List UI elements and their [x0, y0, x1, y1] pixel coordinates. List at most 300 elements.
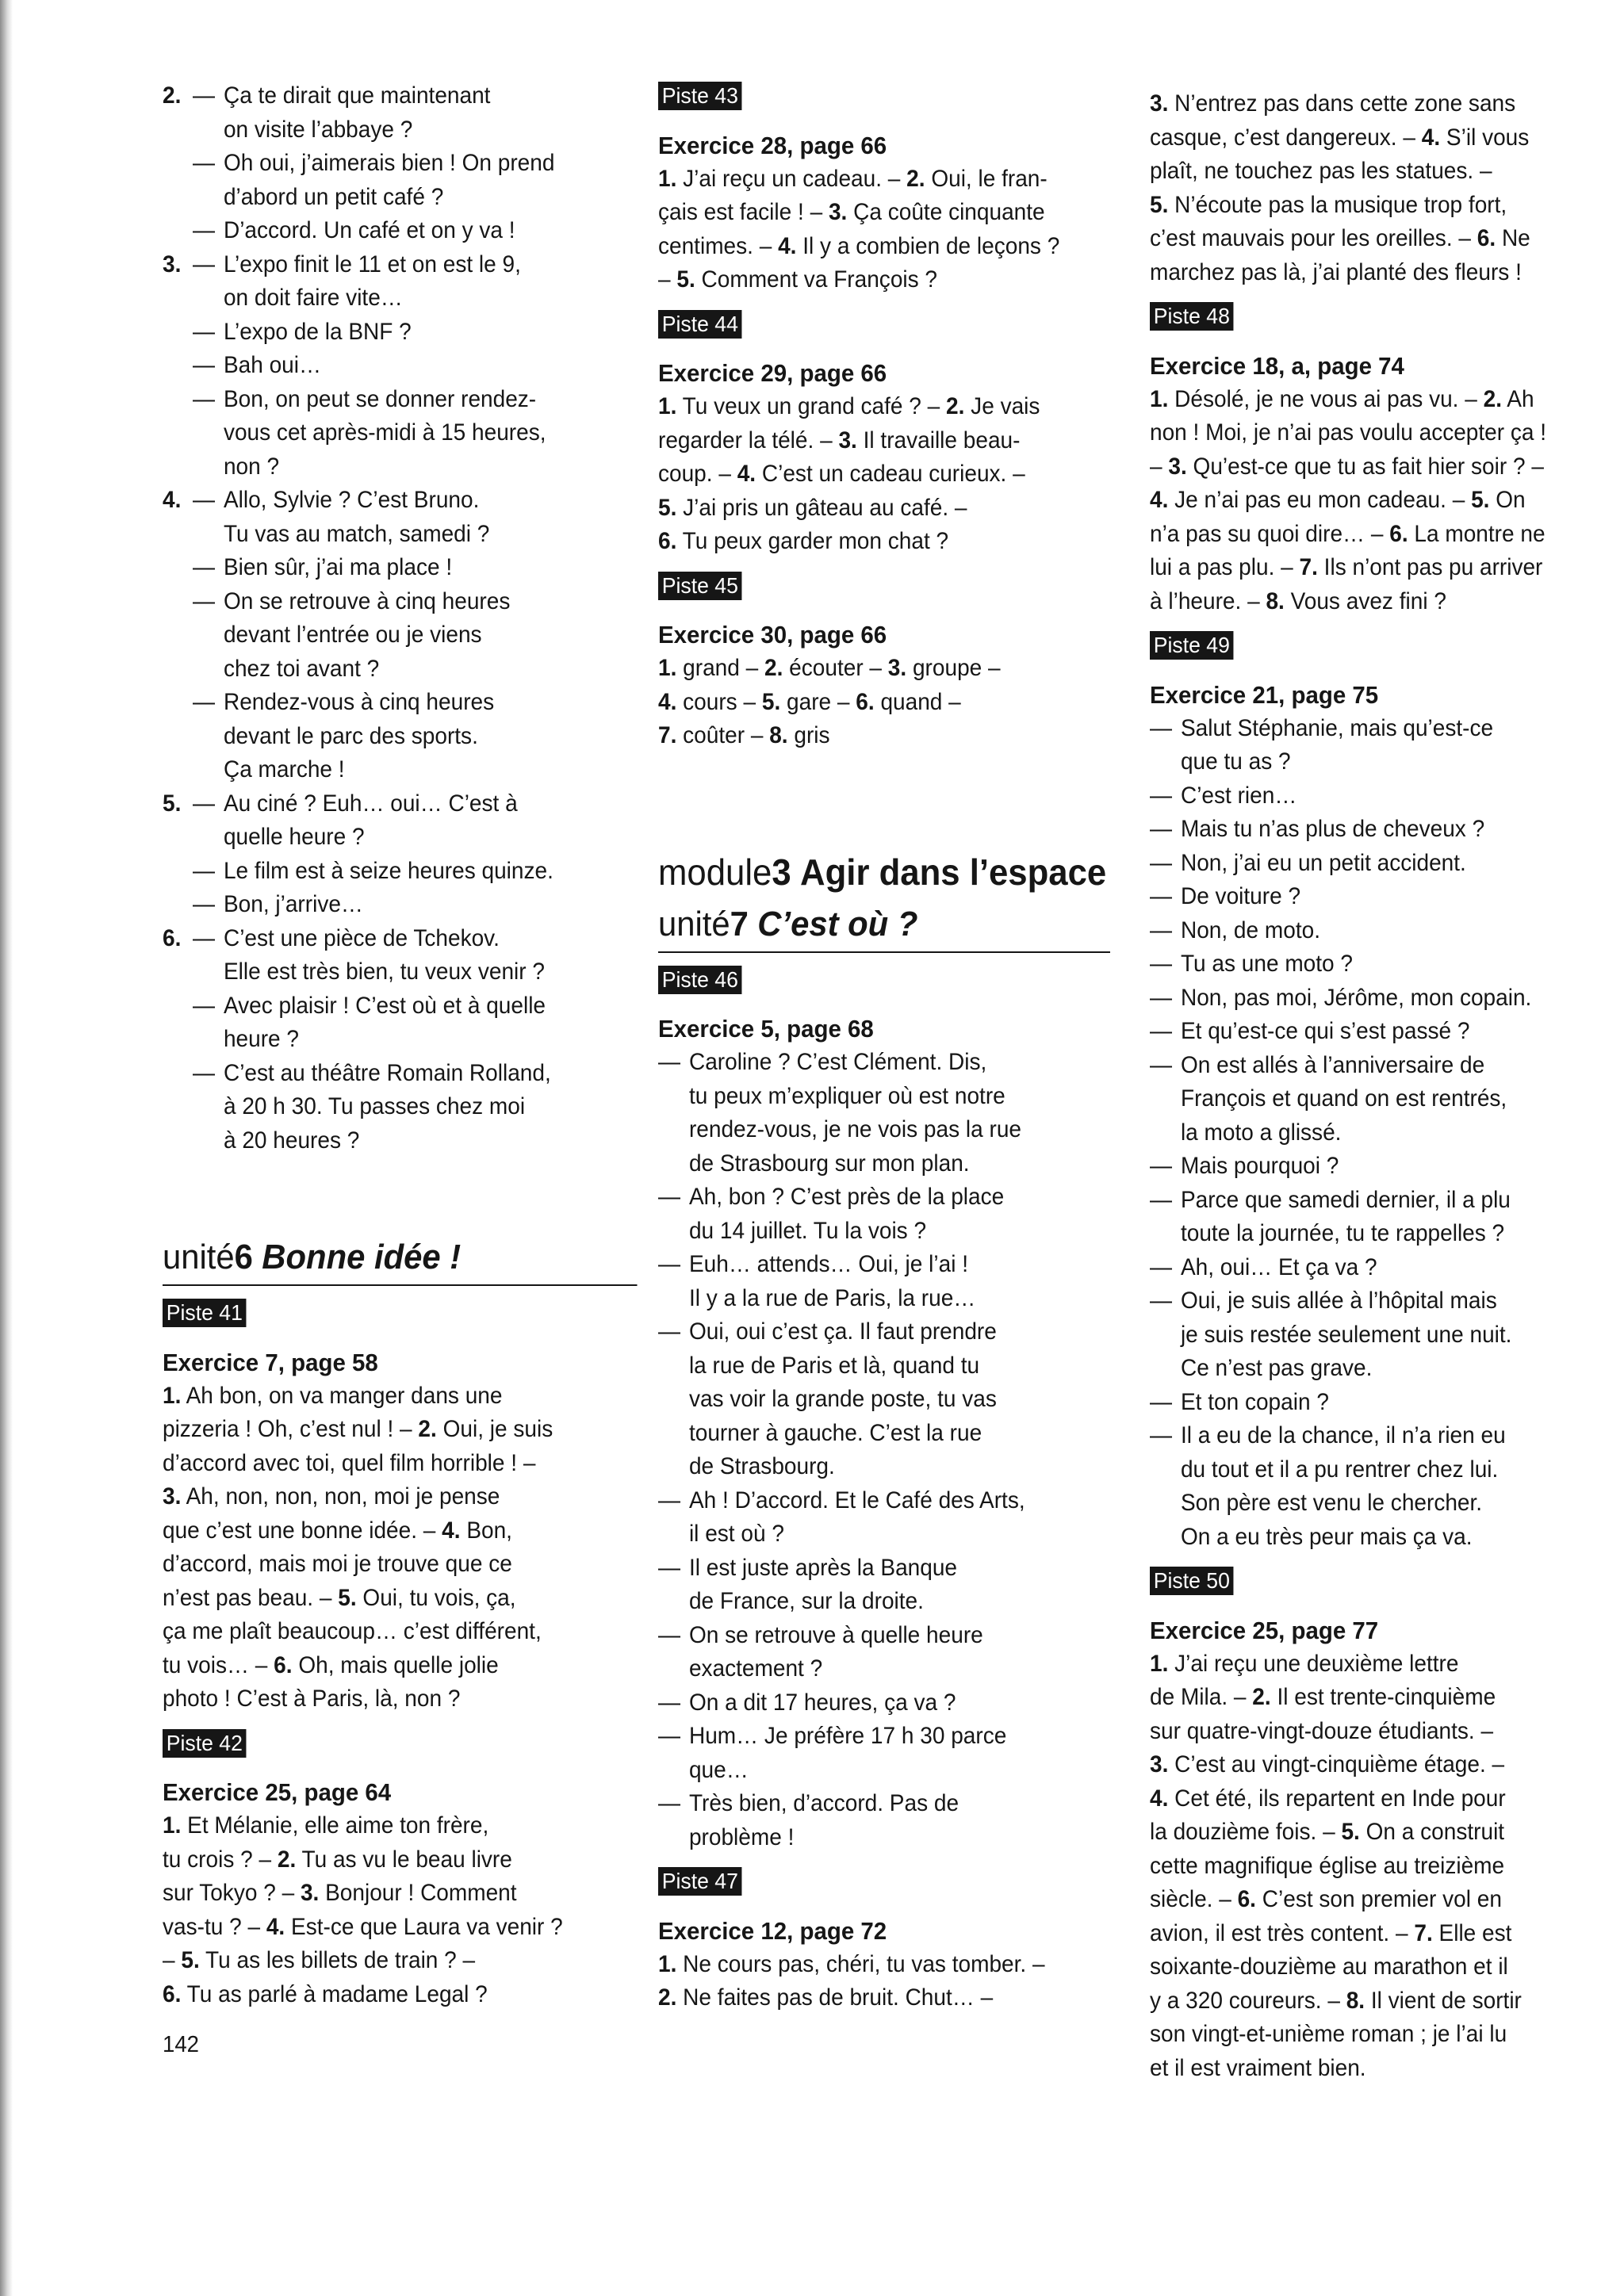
text-run: casque, c’est dangereux. –	[1150, 124, 1422, 151]
item-number: 8.	[1346, 1987, 1365, 2014]
dialog-line	[163, 922, 638, 956]
text-run: N’écoute pas la musique trop fort,	[1168, 191, 1507, 218]
dialog-line	[1150, 880, 1617, 914]
text-line	[658, 525, 1110, 559]
text-run: Tu as parlé à madame Legal ?	[181, 1980, 488, 2007]
text-run: J’ai reçu un cadeau. –	[676, 165, 907, 192]
unit-title: Bonne idée !	[262, 1238, 462, 1276]
text-run: y a 320 coureurs. –	[1150, 1987, 1346, 2014]
text-line	[163, 1615, 638, 1649]
item-number: 1.	[658, 1950, 677, 1977]
dialog-dash: —	[658, 1049, 681, 1075]
item-number: 4.	[658, 688, 677, 715]
dialog-text: de France, sur la droite.	[688, 1588, 924, 1614]
dialog-dash: —	[1150, 782, 1173, 809]
dialog-text: Mais tu n’as plus de cheveux ?	[1180, 816, 1485, 842]
dialog-number: 6.	[163, 924, 182, 951]
dialog-text: Non, j’ai eu un petit accident.	[1180, 849, 1466, 876]
item-number: 2.	[1483, 385, 1503, 412]
column-middle	[658, 79, 1110, 2015]
dialog-text: C’est rien…	[1180, 782, 1297, 809]
item-number: 1.	[1150, 385, 1169, 412]
text-line	[163, 1911, 638, 1945]
dialog-text: rendez-vous, je ne vois pas la rue	[688, 1116, 1022, 1142]
dialog-text: L’expo de la BNF ?	[223, 318, 412, 345]
dialog-text: Le film est à seize heures quinze.	[223, 857, 553, 884]
dialog-line	[1150, 1284, 1617, 1318]
dialog-line	[163, 855, 638, 889]
dialog-line	[163, 518, 638, 552]
exercise-text	[1150, 383, 1617, 619]
text-run: que c’est une bonne idée. –	[163, 1517, 442, 1544]
track-label: Piste 41	[163, 1299, 247, 1327]
dialog-dash: —	[1150, 1253, 1173, 1280]
dialog-line	[658, 1552, 1110, 1586]
dialog-dash: —	[1150, 849, 1173, 876]
text-run: d’accord avec toi, quel film horrible ! –	[163, 1449, 536, 1476]
dialog-line	[163, 383, 638, 417]
dialog-text: C’est une pièce de Tchekov.	[223, 924, 500, 951]
item-number: 6.	[658, 528, 677, 554]
text-run: groupe –	[906, 655, 1001, 681]
dialog-text: Avec plaisir ! C’est où et à quelle	[223, 992, 546, 1019]
dialog-text: Au ciné ? Euh… oui… C’est à	[223, 790, 518, 817]
dialog-line	[1150, 1015, 1617, 1049]
text-line	[163, 1380, 638, 1414]
item-number: 3.	[887, 655, 907, 681]
text-run: pizzeria ! Oh, c’est nul ! –	[163, 1416, 419, 1442]
dialog-line	[1150, 1453, 1617, 1487]
dialog-text: Oui, je suis allée à l’hôpital mais	[1180, 1288, 1497, 1314]
dialog-line	[1150, 1419, 1617, 1453]
module-number: 3	[772, 851, 791, 893]
module-word: module	[658, 851, 772, 893]
text-line	[658, 686, 1110, 720]
dialog-text: On se retrouve à cinq heures	[223, 587, 511, 614]
dialog-line	[658, 1585, 1110, 1619]
item-number: 3.	[163, 1483, 182, 1510]
dialog-line	[163, 1057, 638, 1091]
dialog-line	[658, 1248, 1110, 1282]
dialog-text: De voiture ?	[1180, 883, 1301, 909]
text-line	[1150, 2018, 1617, 2052]
dialog-dash: —	[193, 992, 216, 1019]
text-run: Oui, le fran-	[925, 165, 1048, 192]
dialog-line	[1150, 1049, 1617, 1083]
dialog-text: Il a eu de la chance, il n’a rien eu	[1180, 1422, 1506, 1448]
dialog-text: Rendez-vous à cinq heures	[223, 689, 495, 715]
dialog-text: Non, pas moi, Jérôme, mon copain.	[1180, 984, 1532, 1011]
dialog-dash: —	[193, 82, 216, 109]
dialog-line	[163, 113, 638, 147]
item-number: 1.	[658, 655, 677, 681]
item-number: 3.	[828, 199, 848, 225]
item-number: 2.	[277, 1846, 297, 1873]
text-run: Ils n’ont pas pu arriver	[1317, 554, 1543, 580]
text-run: son vingt-et-unième roman ; je l’ai lu	[1150, 2021, 1507, 2047]
text-run: –	[1150, 453, 1169, 480]
dialog-text: heure ?	[223, 1026, 300, 1052]
dialog-line	[163, 1124, 638, 1158]
item-number: 1.	[658, 393, 677, 419]
dialog-line	[658, 1821, 1110, 1855]
item-number: 6.	[274, 1651, 293, 1678]
text-line	[1150, 155, 1617, 189]
item-number: 4.	[778, 232, 797, 259]
dialog-line	[163, 416, 638, 450]
text-run: Oui, tu vois, ça,	[356, 1584, 516, 1611]
text-line	[1150, 1782, 1617, 1816]
text-run: lui a pas plu. –	[1150, 554, 1300, 580]
dialog-line	[1150, 1251, 1617, 1285]
dialog-line	[658, 1080, 1110, 1114]
dialog-text: Caroline ? C’est Clément. Dis,	[688, 1049, 987, 1075]
text-run: Comment va François ?	[695, 266, 938, 293]
dialog-line	[163, 281, 638, 316]
exercise-text	[658, 163, 1110, 297]
text-line	[163, 1877, 638, 1911]
dialog-text: problème !	[688, 1823, 795, 1850]
text-run: non ! Moi, je n’ai pas voulu accepter ça !	[1150, 419, 1547, 446]
text-line	[163, 1582, 638, 1616]
dialog-text: du 14 juillet. Tu la vois ?	[688, 1217, 927, 1244]
text-line	[658, 424, 1110, 458]
dialog-text: Bah oui…	[223, 352, 322, 378]
item-number: 2.	[658, 1984, 677, 2011]
text-run: Bon,	[460, 1517, 512, 1544]
item-number: 3.	[1168, 453, 1187, 480]
exercise-text	[658, 390, 1110, 559]
text-run: La montre ne	[1408, 520, 1545, 547]
text-run: Tu veux un grand café ? –	[676, 393, 947, 419]
dialog-line	[163, 316, 638, 350]
dialog-line	[658, 1383, 1110, 1417]
text-line	[1150, 1850, 1617, 1884]
dialog-text: Tu vas au match, samedi ?	[223, 520, 490, 547]
dialog-text: On est allés à l’anniversaire de	[1180, 1051, 1485, 1078]
dialog-dash: —	[658, 1318, 681, 1345]
dialog-text: de Strasbourg.	[688, 1453, 835, 1479]
text-line	[163, 1843, 638, 1877]
dialog-number: 5.	[163, 790, 182, 817]
text-line	[163, 1682, 638, 1716]
text-line	[1150, 1681, 1617, 1715]
text-run: Ne faites pas de bruit. Chut… –	[676, 1984, 994, 2011]
track-label: Piste 50	[1150, 1567, 1234, 1595]
dialog-line	[163, 450, 638, 484]
item-number: 4.	[1150, 1785, 1169, 1812]
text-line	[658, 652, 1110, 686]
item-number: 5.	[181, 1947, 200, 1973]
dialog-line	[658, 1652, 1110, 1686]
text-run: à l’heure. –	[1150, 587, 1266, 614]
dialog-text: toute la journée, tu te rappelles ?	[1180, 1220, 1505, 1246]
text-run: N’entrez pas dans cette zone sans	[1168, 90, 1516, 117]
text-line	[163, 1413, 638, 1447]
dialog-dash: —	[193, 150, 216, 176]
item-number: 6.	[856, 688, 875, 715]
text-run: On a construit	[1359, 1819, 1505, 1845]
text-run: Ah, non, non, non, moi je pense	[181, 1483, 500, 1510]
dialog-dash: —	[193, 352, 216, 378]
dialog-text: d’abord un petit café ?	[223, 183, 444, 210]
dialog-text: Ce n’est pas grave.	[1180, 1355, 1373, 1381]
text-run: Ne	[1496, 225, 1530, 251]
text-line	[1150, 1816, 1617, 1850]
dialog-text: on visite l’abbaye ?	[223, 116, 413, 143]
exercise-text	[163, 1380, 638, 1716]
dialog-line	[1150, 1217, 1617, 1251]
dialog-text: devant le parc des sports.	[223, 722, 478, 749]
text-run: Il est trente-cinquième	[1270, 1684, 1496, 1710]
dialog-text: Tu as une moto ?	[1180, 951, 1354, 977]
exercise-heading: Exercice 30, page 66	[658, 621, 887, 649]
dialog-text: On a dit 17 heures, ça va ?	[688, 1689, 956, 1716]
text-line	[1150, 256, 1617, 290]
dialog-dash: —	[193, 385, 216, 412]
text-line	[1150, 1917, 1617, 1951]
dialog-text: Ah, oui… Et ça va ?	[1180, 1253, 1377, 1280]
dialog-text: du tout et il a pu rentrer chez lui.	[1180, 1456, 1499, 1483]
dialog-line	[163, 652, 638, 687]
dialog-line	[163, 753, 638, 787]
dialog-dash: —	[193, 857, 216, 884]
dialog-line	[658, 1450, 1110, 1484]
column-right	[1150, 79, 1617, 2085]
text-line	[163, 1978, 638, 2012]
exercise-text	[658, 652, 1110, 753]
dialog-line	[658, 1147, 1110, 1181]
text-run: Je vais	[964, 393, 1040, 419]
dialog-line	[1150, 1521, 1617, 1555]
text-run: –	[163, 1947, 182, 1973]
text-line	[658, 263, 1110, 297]
exercise-heading: Exercice 12, page 72	[658, 1916, 887, 1945]
dialog-line	[163, 147, 638, 181]
dialog-text: vous cet après-midi à 15 heures,	[223, 419, 546, 446]
dialog-line	[163, 214, 638, 248]
track-label: Piste 42	[163, 1729, 247, 1758]
text-line	[163, 1447, 638, 1481]
text-run: la douzième fois. –	[1150, 1819, 1342, 1845]
dialog-text: tourner à gauche. C’est la rue	[688, 1419, 982, 1446]
item-number: 6.	[1477, 225, 1496, 251]
text-line	[1150, 518, 1617, 552]
dialog-dash: —	[1150, 1051, 1173, 1078]
dialog-dash: —	[1150, 1288, 1173, 1314]
text-line	[658, 719, 1110, 753]
text-line	[658, 230, 1110, 264]
dialog-line	[658, 1517, 1110, 1552]
text-run: plaît, ne touchez pas les statues. –	[1150, 158, 1492, 184]
dialog-dash: —	[658, 1621, 681, 1648]
text-run: Il travaille beau-	[856, 427, 1021, 453]
text-run: cours –	[676, 688, 762, 715]
dialog-text: non ?	[223, 453, 280, 480]
module-title: Agir dans l’espace	[800, 851, 1107, 893]
exercise-heading: Exercice 7, page 58	[163, 1348, 378, 1376]
item-number: 5.	[676, 266, 695, 293]
dialog-line	[1150, 779, 1617, 813]
text-line	[658, 390, 1110, 424]
page-binding-shadow	[0, 0, 13, 2296]
dialog-line	[658, 1417, 1110, 1451]
item-number: 7.	[658, 722, 677, 748]
dialog-dash: —	[1150, 883, 1173, 909]
dialog-line	[658, 1686, 1110, 1720]
exercise-heading: Exercice 28, page 66	[658, 131, 887, 159]
text-run: Oui, je suis	[436, 1416, 553, 1442]
track-label: Piste 46	[658, 966, 742, 994]
dialog-dash: —	[1150, 1018, 1173, 1044]
dialog-dash: —	[1150, 984, 1173, 1011]
dialog-text: que…	[688, 1756, 749, 1783]
dialog-line	[163, 787, 638, 821]
text-run: marchez pas là, j’ai planté des fleurs !	[1150, 258, 1522, 285]
text-run: sur Tokyo ? –	[163, 1880, 301, 1906]
dialog-dash: —	[1150, 1153, 1173, 1179]
exercise-heading: Exercice 5, page 68	[658, 1015, 874, 1043]
item-number: 6.	[163, 1980, 182, 2007]
track-label: Piste 45	[658, 572, 742, 600]
dialog-line	[1150, 712, 1617, 746]
text-line	[658, 1948, 1110, 1982]
text-line	[1150, 189, 1617, 223]
dialog-line	[658, 1484, 1110, 1518]
dialog-text: Ah, bon ? C’est près de la place	[688, 1184, 1005, 1210]
dialog-text: je suis restée seulement une nuit.	[1180, 1321, 1512, 1348]
dialog-text: Non, de moto.	[1180, 916, 1320, 943]
unit-number: 6	[234, 1238, 253, 1276]
dialog-line	[1150, 982, 1617, 1016]
text-run: Bonjour ! Comment	[319, 1880, 517, 1906]
dialog-line	[1150, 1352, 1617, 1386]
text-run: ça me plaît beaucoup… c’est différent,	[163, 1618, 542, 1644]
dialog-text: vas voir la grande poste, tu vas	[688, 1386, 997, 1412]
item-number: 2.	[764, 655, 783, 681]
dialog-text: Euh… attends… Oui, je l’ai !	[688, 1251, 968, 1277]
dialog-line	[1150, 1318, 1617, 1353]
dialog-text: Bon, j’arrive…	[223, 891, 363, 917]
track-label: Piste 47	[658, 1867, 742, 1896]
text-run: çais est facile ! –	[658, 199, 829, 225]
dialog-text: Elle est très bien, tu veux venir ?	[223, 959, 545, 985]
text-run: n’a pas su quoi dire… –	[1150, 520, 1390, 547]
text-run: photo ! C’est à Paris, là, non ?	[163, 1686, 461, 1712]
dialog-line	[163, 821, 638, 855]
dialog-text: Salut Stéphanie, mais qu’est-ce	[1180, 714, 1494, 741]
dialog-line	[658, 1215, 1110, 1249]
item-number: 1.	[658, 165, 677, 192]
dialog-dash: —	[193, 318, 216, 345]
text-line	[1150, 222, 1617, 256]
text-run: S’il vous	[1440, 124, 1530, 151]
dialog-dash: —	[658, 1251, 681, 1277]
text-run: Qu’est-ce que tu as fait hier soir ? –	[1186, 453, 1544, 480]
text-line	[163, 1944, 638, 1978]
dialog-line	[658, 1754, 1110, 1788]
dialog-line	[658, 1619, 1110, 1653]
text-line	[1150, 551, 1617, 585]
text-run: de Mila. –	[1150, 1684, 1253, 1710]
text-run: C’est son premier vol en	[1255, 1886, 1502, 1912]
exercise-text	[658, 1948, 1110, 2015]
dialog-dash: —	[658, 1723, 681, 1749]
dialog-line	[163, 181, 638, 215]
dialog-text: Il est juste après la Banque	[688, 1554, 958, 1581]
item-number: 5.	[1471, 487, 1490, 513]
dialog-line	[163, 989, 638, 1024]
dialog-line	[658, 1720, 1110, 1754]
dialog-line	[1150, 1082, 1617, 1116]
text-run: Cet été, ils repartent en Inde pour	[1168, 1785, 1506, 1812]
dialog-line	[163, 551, 638, 585]
dialog-line	[1150, 1116, 1617, 1150]
dialog-text: Oui, oui c’est ça. Il faut prendre	[688, 1318, 997, 1345]
dialog-dash: —	[193, 790, 216, 817]
text-run: coûter –	[676, 722, 770, 748]
text-line	[163, 1480, 638, 1514]
item-number: 2.	[418, 1416, 437, 1442]
dialog	[1150, 712, 1617, 1555]
text-line	[1150, 1984, 1617, 2019]
text-line	[163, 1809, 638, 1843]
item-number: 7.	[1414, 1919, 1433, 1946]
dialog-line	[1150, 914, 1617, 948]
dialog-line	[163, 720, 638, 754]
dialog-line	[658, 1113, 1110, 1147]
text-run: Ça coûte cinquante	[847, 199, 1045, 225]
dialog-line	[163, 888, 638, 922]
dialog-text: C’est au théâtre Romain Rolland,	[223, 1059, 551, 1086]
dialog-number: 2.	[163, 82, 182, 109]
dialog-dash: —	[1150, 916, 1173, 943]
dialog-line	[163, 79, 638, 113]
dialog-line	[1150, 1184, 1617, 1218]
dialog-dash: —	[193, 251, 216, 277]
dialog-line	[658, 1181, 1110, 1215]
text-run: d’accord, mais moi je trouve que ce	[163, 1551, 512, 1577]
dialog-text: Et ton copain ?	[1180, 1388, 1329, 1415]
text-run: J’ai pris un gâteau au café. –	[676, 494, 967, 521]
text-line	[1150, 87, 1617, 121]
exercise-heading: Exercice 21, page 75	[1150, 680, 1379, 709]
dialog-text: Ça te dirait que maintenant	[223, 82, 491, 109]
text-run: grand –	[676, 655, 765, 681]
text-line	[658, 457, 1110, 492]
text-line	[1150, 1950, 1617, 1984]
text-run: centimes. –	[658, 232, 779, 259]
dialog-text: L’expo finit le 11 et on est le 9,	[223, 251, 521, 277]
text-run: J’ai reçu une deuxième lettre	[1168, 1650, 1459, 1677]
dialog-text: devant l’entrée ou je viens	[223, 622, 482, 648]
dialog-text: Ça marche !	[223, 756, 345, 783]
dialog-dash: —	[193, 587, 216, 614]
text-run: quand –	[874, 688, 961, 715]
text-run: regarder la télé. –	[658, 427, 839, 453]
text-line	[163, 1514, 638, 1548]
dialog-text: Très bien, d’accord. Pas de	[688, 1790, 959, 1816]
exercise-heading: Exercice 29, page 66	[658, 359, 887, 387]
dialog-text: Oh oui, j’aimerais bien ! On prend	[223, 150, 555, 176]
unit-word: unité	[658, 904, 730, 943]
dialog-text: Son père est venu le chercher.	[1180, 1490, 1483, 1516]
dialog-text: Parce que samedi dernier, il a plu	[1180, 1186, 1511, 1213]
module-3-heading	[658, 848, 1110, 896]
item-number: 3.	[300, 1880, 320, 1906]
dialog-number: 3.	[163, 251, 182, 277]
dialog-line	[163, 1090, 638, 1124]
